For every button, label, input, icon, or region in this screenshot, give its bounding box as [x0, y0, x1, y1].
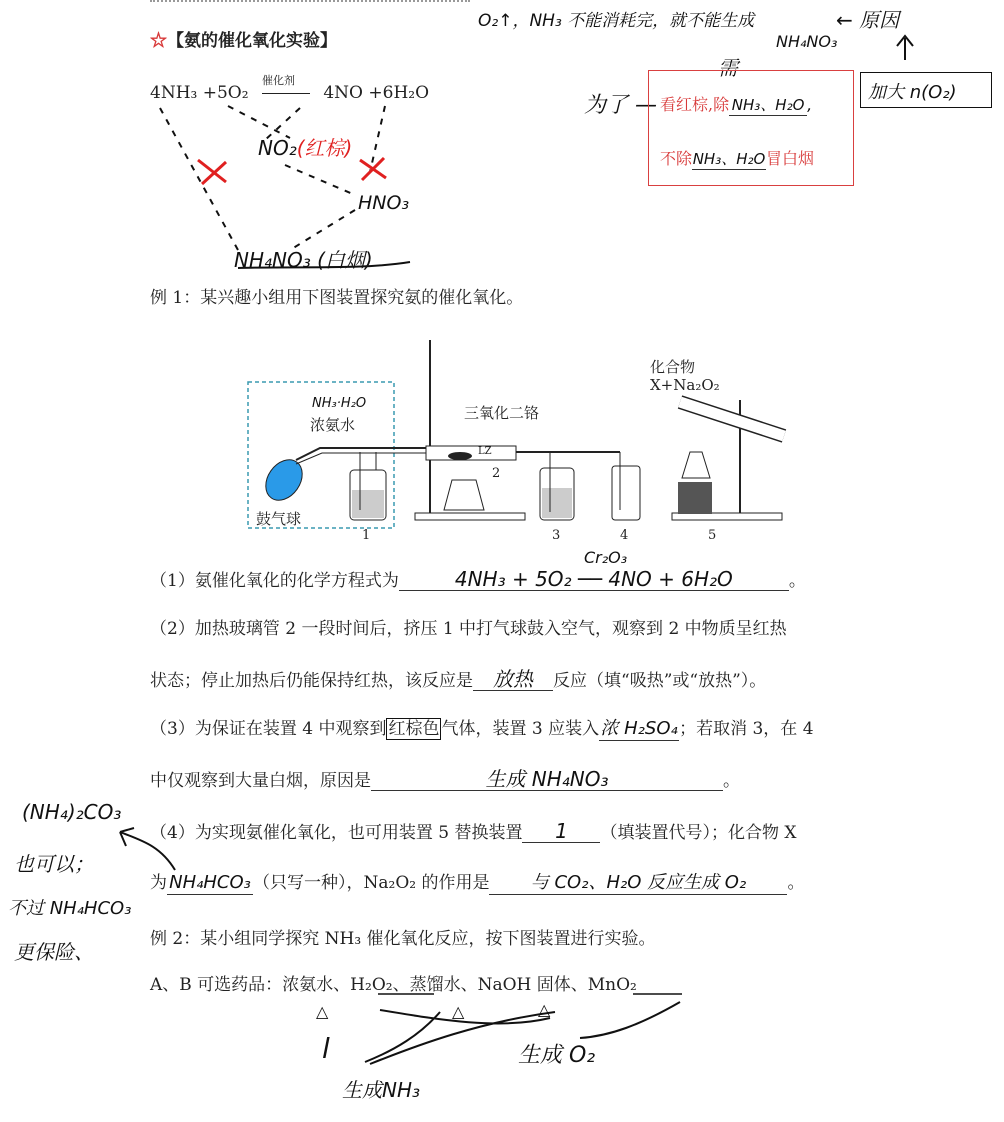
q3-boxed-text: 红棕色: [388, 719, 440, 739]
label-compound: 化合物: [650, 358, 696, 376]
question-4-line1: （4）为实现氨催化氧化，也可用装置 5 替换装置 1 （填装置代号）；化合物 X: [150, 819, 797, 843]
star-icon: ☆: [150, 31, 167, 51]
label-n4: 4: [620, 528, 629, 543]
margin-note-3: 不过 NH₄HCO₃: [8, 898, 132, 919]
label-n3: 3: [552, 528, 561, 543]
scheme-no2: NO₂(红棕): [258, 136, 353, 160]
example1-title: 例 1：某兴趣小组用下图装置探究氨的催化氧化。: [150, 288, 524, 308]
scheme-hno3: HNO₃: [358, 192, 410, 214]
red-box-extra: 加大 n(O₂): [868, 82, 957, 103]
tri-3: △: [538, 1000, 551, 1019]
note-need: 需: [718, 56, 738, 80]
margin-note-4: 更保险、: [14, 940, 94, 964]
question-3-line2: 中仅观察到大量白烟，原因是 生成 NH₄NO₃ 。: [150, 767, 740, 791]
red-box-row1: 看红棕,除 NH₃、H₂O ,: [660, 95, 813, 114]
equation-left: 4NH₃ +5O₂: [150, 83, 249, 103]
example2-title: 例 2：某小组同学探究 NH₃ 催化氧化反应，按下图装置进行实验。: [150, 929, 656, 949]
margin-note-2: 也可以；: [14, 852, 94, 876]
question-1: （1）氨催化氧化的化学方程式为 4NH₃ + 5O₂ ── 4NO + 6H₂O 。: [150, 567, 806, 591]
label-n2: 2: [492, 466, 501, 481]
label-compound2: X+Na₂O₂: [650, 376, 720, 394]
equation-right: 4NO +6H₂O: [323, 83, 430, 103]
section-title: 【氨的催化氧化实验】: [167, 31, 337, 51]
mark-one: l: [322, 1032, 330, 1065]
question-4-line2: 为 NH₄HCO₃ （只写一种），Na₂O₂ 的作用是 与 CO₂、H₂O 反应生成 O₂ 。: [150, 872, 805, 893]
q3-answer-blank: 浓 H₂SO₄: [600, 718, 678, 739]
note-o2-line: O₂↑，NH₃ 不能消耗完，就不能生成: [478, 11, 755, 31]
margin-note-1: (NH₄)₂CO₃: [22, 800, 122, 824]
label-lz: LZ: [478, 446, 492, 457]
tri-1: △: [316, 1002, 329, 1021]
q1-catalyst: Cr₂O₃: [584, 548, 628, 567]
example2-reagents: A、B 可选药品：浓氨水、H₂O₂、蒸馏水、NaOH 固体、MnO₂: [150, 975, 637, 995]
q4-answer2-blank: NH₄HCO₃: [167, 872, 253, 895]
q2-answer-blank: 放热: [473, 668, 553, 691]
tri-2: △: [452, 1002, 465, 1021]
label-cr2o3: 三氧化二铬: [464, 404, 540, 422]
label-n5: 5: [708, 528, 717, 543]
question-2-line1: （2）加热玻璃管 2 一段时间后，挤压 1 中打气球鼓入空气，观察到 2 中物质呈红热: [150, 619, 787, 639]
question-3-line1: （3）为保证在装置 4 中观察到 红棕色 气体，装置 3 应装入浓 H₂SO₄；若取消 3，在 4: [150, 718, 814, 739]
note-reason: ← 原因: [836, 8, 900, 32]
note-generate-nh3: 生成NH₃: [342, 1078, 421, 1102]
q4-answer-blank: 1: [522, 820, 600, 843]
q4-answer3-blank: 与 CO₂、H₂O 反应生成 O₂: [489, 872, 787, 895]
note-nh4no3: NH₄NO₃: [776, 32, 838, 51]
label-n1: 1: [362, 528, 371, 543]
label-bulb: 鼓气球: [256, 510, 302, 528]
red-box-row2: 不除NH₃、H₂O冒白烟: [660, 149, 815, 168]
equation-catalyst: 催化剂: [261, 74, 295, 87]
label-conc-ammonia: 浓氨水: [310, 416, 356, 434]
note-weiliao: 为了 —: [584, 93, 657, 118]
scheme-nh4no3: NH₄NO₃ (白烟): [234, 248, 373, 272]
question-2-line2: 状态；停止加热后仍能保持红热，该反应是 放热 反应（填“吸热”或“放热”）。: [150, 667, 767, 691]
label-nh3h2o: NH₃·H₂O: [312, 396, 367, 411]
q1-answer-blank: 4NH₃ + 5O₂ ── 4NO + 6H₂O: [399, 568, 789, 591]
q3-answer2-blank: 生成 NH₄NO₃: [371, 768, 723, 791]
note-generate-o2: 生成 O₂: [518, 1043, 596, 1068]
